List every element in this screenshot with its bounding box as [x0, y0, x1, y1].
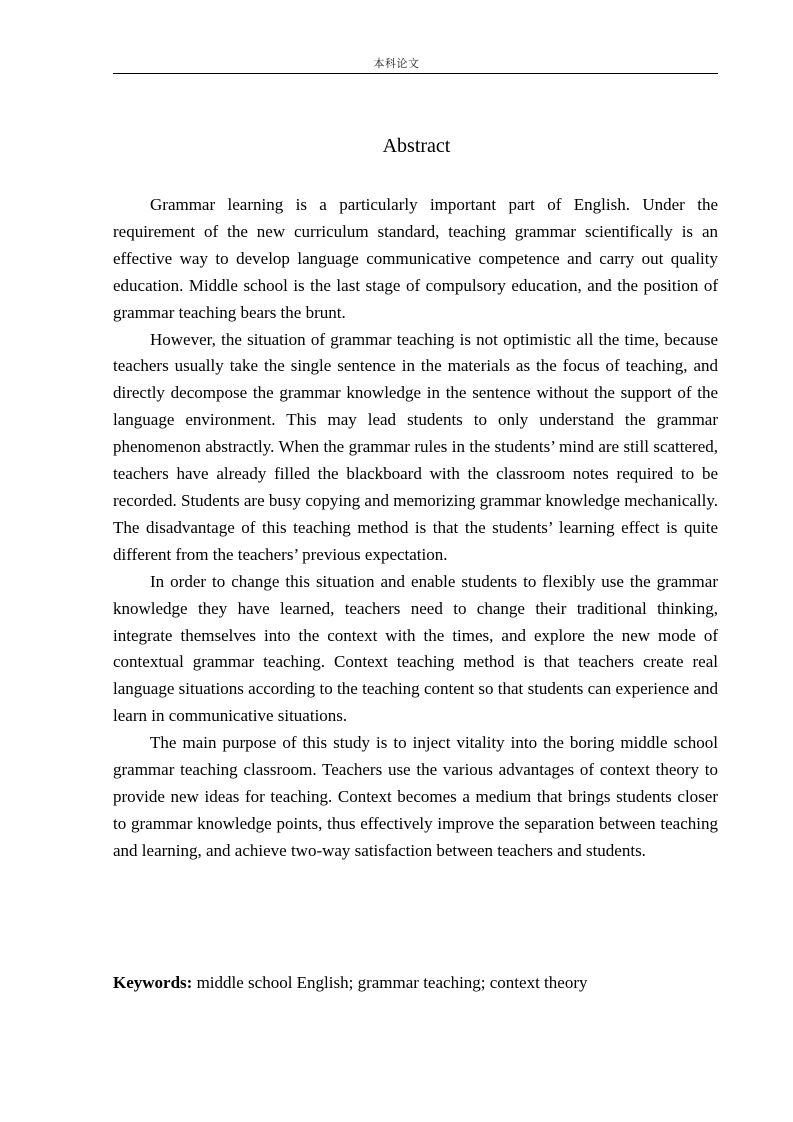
abstract-paragraph-3: In order to change this situation and enable students to flexibly use the grammar knowledge they have learned, teachers need to change their traditional thinking, integrate themselves into the context with the times, and explore the new mode of contextual grammar teaching. Context teaching method is that teachers create real language situations according to the teaching content so that students can experience and learn in communicative situations. [113, 571, 718, 726]
abstract-title: Abstract [382, 135, 451, 157]
running-header: 本科论文 [373, 57, 420, 70]
keywords-line [113, 970, 718, 996]
abstract-paragraph-1: Grammar learning is a particularly important part of English. Under the requirement of the new curriculum standard, teaching grammar scientifically is an effective way to develop language communicative competence and carry out quality education. Middle school is the last stage of compulsory education, and the position of grammar teaching bears the brunt. [113, 195, 718, 322]
abstract-paragraph-2: However, the situation of grammar teaching is not optimistic all the time, because teachers usually take the single sentence in the materials as the focus of teaching, and directly decompose the grammar knowledge in the sentence without the support of the language environment. This may lead students to only understand the grammar phenomenon abstractly. When the grammar rules in the students’ mind are still scattered, teachers have already filled the blackboard with the classroom notes required to be recorded. Students are busy copying and memorizing grammar knowledge mechanically. The disadvantage of this teaching method is that the students’ learning effect is quite different from the teachers’ previous expectation. [113, 329, 718, 564]
abstract-paragraph-4: The main purpose of this study is to inject vitality into the boring middle school grammar teaching classroom. Teachers use the various advantages of context theory to provide new ideas for teaching. Context becomes a medium that brings students closer to grammar knowledge points, thus effectively improve the separation between teaching and learning, and achieve two-way satisfaction between teachers and students. [113, 733, 718, 860]
keywords-text: middle school English; grammar teaching; context theory [192, 973, 588, 992]
abstract-body [113, 192, 718, 865]
header-rule [113, 73, 718, 74]
keywords-label: Keywords: [113, 973, 193, 992]
